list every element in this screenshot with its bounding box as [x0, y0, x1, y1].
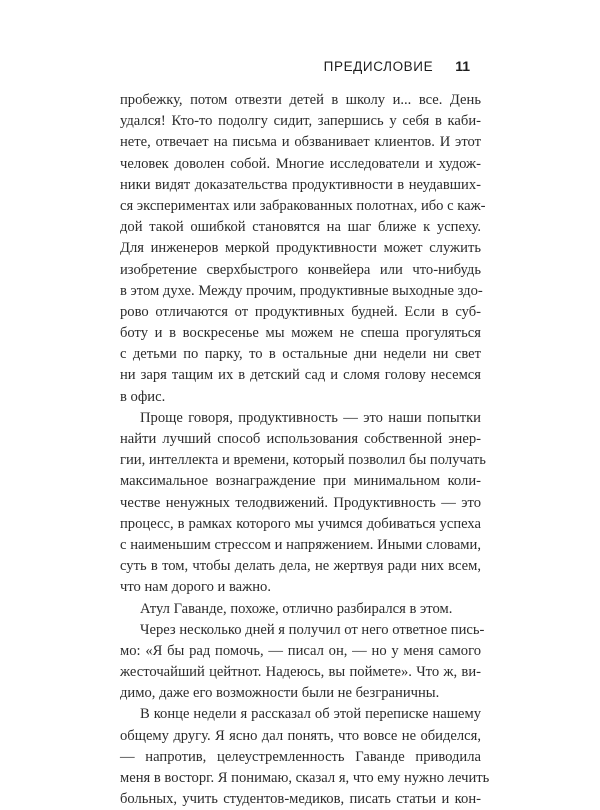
text-line: найти лучший способ использования собственной энер-: [120, 431, 481, 447]
text-line: жесточайший цейтнот. Надеюсь, вы поймете». Что ж, ви-: [120, 664, 481, 681]
text-line: мо: «Я бы рад помочь, — писал он, — но у меня самого: [120, 642, 481, 659]
paragraph: [120, 620, 485, 705]
text-line: удался! Кто-то подолгу сидит, запершись у себя в каби-: [120, 113, 481, 130]
text-line: гии, интеллекта и времени, который позволил бы получать: [120, 452, 486, 469]
text-line: ники видят доказательства продуктивности в неудавших-: [120, 176, 481, 193]
text-line: максимальное вознаграждение при минимальном коли-: [120, 473, 481, 490]
running-head: [324, 58, 470, 74]
text-line: честве ненужных телодвижений. Продуктивность — это: [120, 494, 481, 511]
text-line: больных, учить студентов-медиков, писать статьи и кон-: [120, 791, 481, 808]
text-line: В конце недели я рассказал об этой переписке нашему: [140, 706, 481, 723]
text-line: меня в восторг. Я понимаю, сказал я, что ему нужно лечить: [120, 770, 490, 786]
text-line: пробежку, потом отвезти детей в школу и... все. День: [120, 92, 481, 108]
text-line: в этом духе. Между прочим, продуктивные выходные здо-: [120, 282, 483, 299]
text-line: Через несколько дней я получил от него ответное пись-: [140, 621, 485, 638]
paragraph: [120, 408, 486, 599]
page-number: 11: [455, 58, 470, 74]
section-title: ПРЕДИСЛОВИЕ: [323, 59, 434, 74]
text-line: ся экспериментах или забракованных полотнах, ибо с каж-: [120, 197, 486, 214]
text-line: ни заря тащим их в детский сад и сломя голову несемся: [120, 367, 481, 384]
text-line: Для инженеров меркой продуктивности может служить: [120, 240, 481, 257]
text-line: нете, отвечает на письма и обзванивает клиентов. И этот: [120, 134, 481, 151]
body-text: [120, 90, 490, 810]
text-line: Атул Гаванде, похоже, отлично разбирался в этом.: [140, 600, 453, 617]
paragraph: [120, 704, 490, 810]
text-line: с детьми по парку, то в остальные дни недели ни свет: [120, 346, 481, 363]
text-line: что нам дорого и важно.: [120, 579, 271, 596]
text-line: — напротив, целеустремленность Гаванде приводила: [120, 748, 481, 765]
paragraph: [120, 599, 481, 620]
text-line: рово отличаются от продуктивных будней. Если в суб-: [120, 303, 481, 320]
paragraph: [120, 90, 486, 408]
text-line: суть в том, чтобы делать дела, не жертвуя ради них всем,: [120, 558, 481, 575]
text-line: процесс, в рамках которого мы учимся добиваться успеха: [120, 515, 481, 532]
text-line: с наименьшим стрессом и напряжением. Иными словами,: [120, 536, 481, 553]
text-line: изобретение сверхбыстрого конвейера или что-нибудь: [120, 261, 481, 278]
text-line: в офис.: [120, 388, 166, 405]
text-line: боту и в воскресенье мы можем не спеша прогуляться: [120, 325, 481, 342]
text-line: дой такой ошибкой становятся на шаг ближе к успеху.: [120, 219, 481, 236]
text-line: Проще говоря, продуктивность — это наши попытки: [140, 409, 481, 426]
text-line: общему другу. Я ясно дал понять, что вовсе не обиделся,: [120, 727, 481, 744]
text-line: димо, даже его возможности были не безграничны.: [120, 685, 440, 702]
text-line: человек доволен собой. Многие исследователи и худож-: [120, 155, 481, 172]
